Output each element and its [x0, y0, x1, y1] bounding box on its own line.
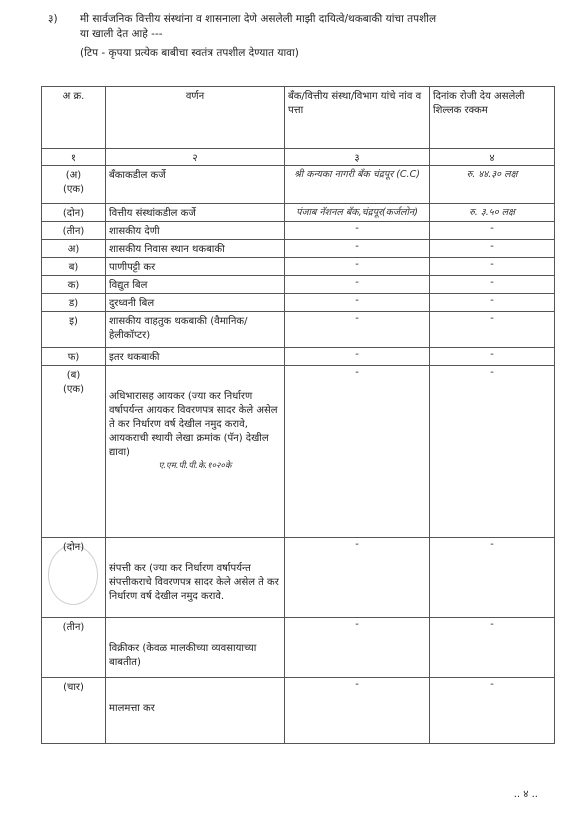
pan-note: ए.एम.पी.पी.के.१०२०के [158, 461, 232, 471]
table-header-row [42, 87, 555, 149]
colnum-4: ४ [430, 149, 555, 166]
row-sr: ब) [42, 258, 106, 276]
row-sr: ड) [42, 294, 106, 312]
row-sr: क) [42, 276, 106, 294]
row-amount: - [430, 258, 555, 276]
row-amount: रु. ३.५० लक्ष [430, 204, 555, 222]
row-desc: विक्रीकर (केवळ मालकीच्या व्यवसायाच्या बाबतीत) [106, 618, 285, 678]
table-body [42, 166, 555, 744]
liabilities-table [41, 86, 555, 744]
row-sr: (तीन) [42, 618, 106, 678]
row-bank: - [285, 538, 430, 618]
row-sr: (चार) [42, 678, 106, 744]
row-bank: - [285, 312, 430, 348]
row-amount: - [430, 678, 555, 744]
row-amount: - [430, 348, 555, 366]
row-bank: - [285, 678, 430, 744]
row-desc: शासकीय देणी [106, 222, 285, 240]
header-bank: बँक/वित्तीय संस्था/विभाग यांचे नांव व पत्ता [285, 87, 430, 149]
row-desc: संपत्ती कर (ज्या कर निर्धारण वर्षापर्यन्त संपत्तीकराचे विवरणपत्र सादर केले असेल ते कर निर्धारण वर्ष देखील नमुद करावे. [106, 538, 285, 618]
table-row [42, 240, 555, 258]
row-amount: रु. ४४.३० लक्ष [430, 166, 555, 204]
row-desc: विद्युत बिल [106, 276, 285, 294]
row-sr: (दोन) [42, 204, 106, 222]
table-row [42, 258, 555, 276]
header-amount: दिनांक रोजी देय असलेली शिल्लक रक्कम [430, 87, 555, 149]
row-sr: फ) [42, 348, 106, 366]
row-amount: - [430, 276, 555, 294]
page-number: .. ४ .. [513, 789, 538, 800]
header-sr: अ क्र. [42, 87, 106, 149]
table-row [42, 678, 555, 744]
row-bank: - [285, 294, 430, 312]
row-sr: इ) [42, 312, 106, 348]
row-desc: दुरध्वनी बिल [106, 294, 285, 312]
row-amount: - [430, 538, 555, 618]
header-note: (टिप - कृपया प्रत्येक बाबीचा स्वतंत्र तपशील देण्यात यावा) [80, 47, 299, 59]
row-amount: - [430, 222, 555, 240]
row-bank: - [285, 618, 430, 678]
table-row [42, 204, 555, 222]
row-desc: शासकीय निवास स्थान थकबाकी [106, 240, 285, 258]
row-bank: - [285, 222, 430, 240]
row-bank: श्री कन्यका नागरी बँक चंद्रपूर (C.C) [285, 166, 430, 204]
table-row [42, 366, 555, 538]
row-amount: - [430, 366, 555, 538]
header-desc: वर्णन [106, 87, 285, 149]
row-bank: - [285, 240, 430, 258]
row-desc: शासकीय वाहतुक थकबाकी (वैमानिक/हेलीकॉप्टर) [106, 312, 285, 348]
table-row [42, 538, 555, 618]
row-bank: - [285, 276, 430, 294]
column-number-row [42, 149, 555, 166]
row-bank: पंजाब नॅशनल बँक,चंद्रपूर(कर्जलोन) [285, 204, 430, 222]
row-desc: इतर थकबाकी [106, 348, 285, 366]
table-row [42, 276, 555, 294]
row-bank: - [285, 366, 430, 538]
header-line-2: या खाली देत आहे --- [80, 28, 163, 40]
row-desc: मालमत्ता कर [106, 678, 285, 744]
row-desc: अधिभारासह आयकर (ज्या कर निर्धारण वर्षापर्यन्त आयकर विवरणपत्र सादर केले असेल ते कर निर्धारण वर्ष देखील नमुद करावे, आयकराची स्थायी लेखा क्रमांक (पॅन) देखील द्यावा) ए.एम.पी.पी.के.१०२०के [106, 366, 285, 538]
row-desc: पाणीपट्टी कर [106, 258, 285, 276]
colnum-2: २ [106, 149, 285, 166]
row-sr: (अ) (एक) [42, 166, 106, 204]
table-row [42, 618, 555, 678]
row-amount: - [430, 240, 555, 258]
row-amount: - [430, 294, 555, 312]
header-line-1: मी सार्वजनिक वित्तीय संस्थांना व शासनाला देणे असलेली माझी दायित्वे/थकबाकी यांचा तपशील [80, 13, 437, 25]
row-amount: - [430, 312, 555, 348]
row-desc: बँकाकडील कर्जे [106, 166, 285, 204]
row-sr: अ) [42, 240, 106, 258]
row-bank: - [285, 348, 430, 366]
section-number: ३) [48, 13, 58, 25]
row-bank: - [285, 258, 430, 276]
colnum-1: १ [42, 149, 106, 166]
row-desc: वित्तीय संस्थांकडील कर्जे [106, 204, 285, 222]
row-amount: - [430, 618, 555, 678]
table-row [42, 312, 555, 348]
row-sr: (तीन) [42, 222, 106, 240]
table-row [42, 222, 555, 240]
table-row [42, 166, 555, 204]
row-sr: (ब) (एक) [42, 366, 106, 538]
table-row [42, 294, 555, 312]
table-row [42, 348, 555, 366]
colnum-3: ३ [285, 149, 430, 166]
row-sr: (दोन) [42, 538, 106, 618]
